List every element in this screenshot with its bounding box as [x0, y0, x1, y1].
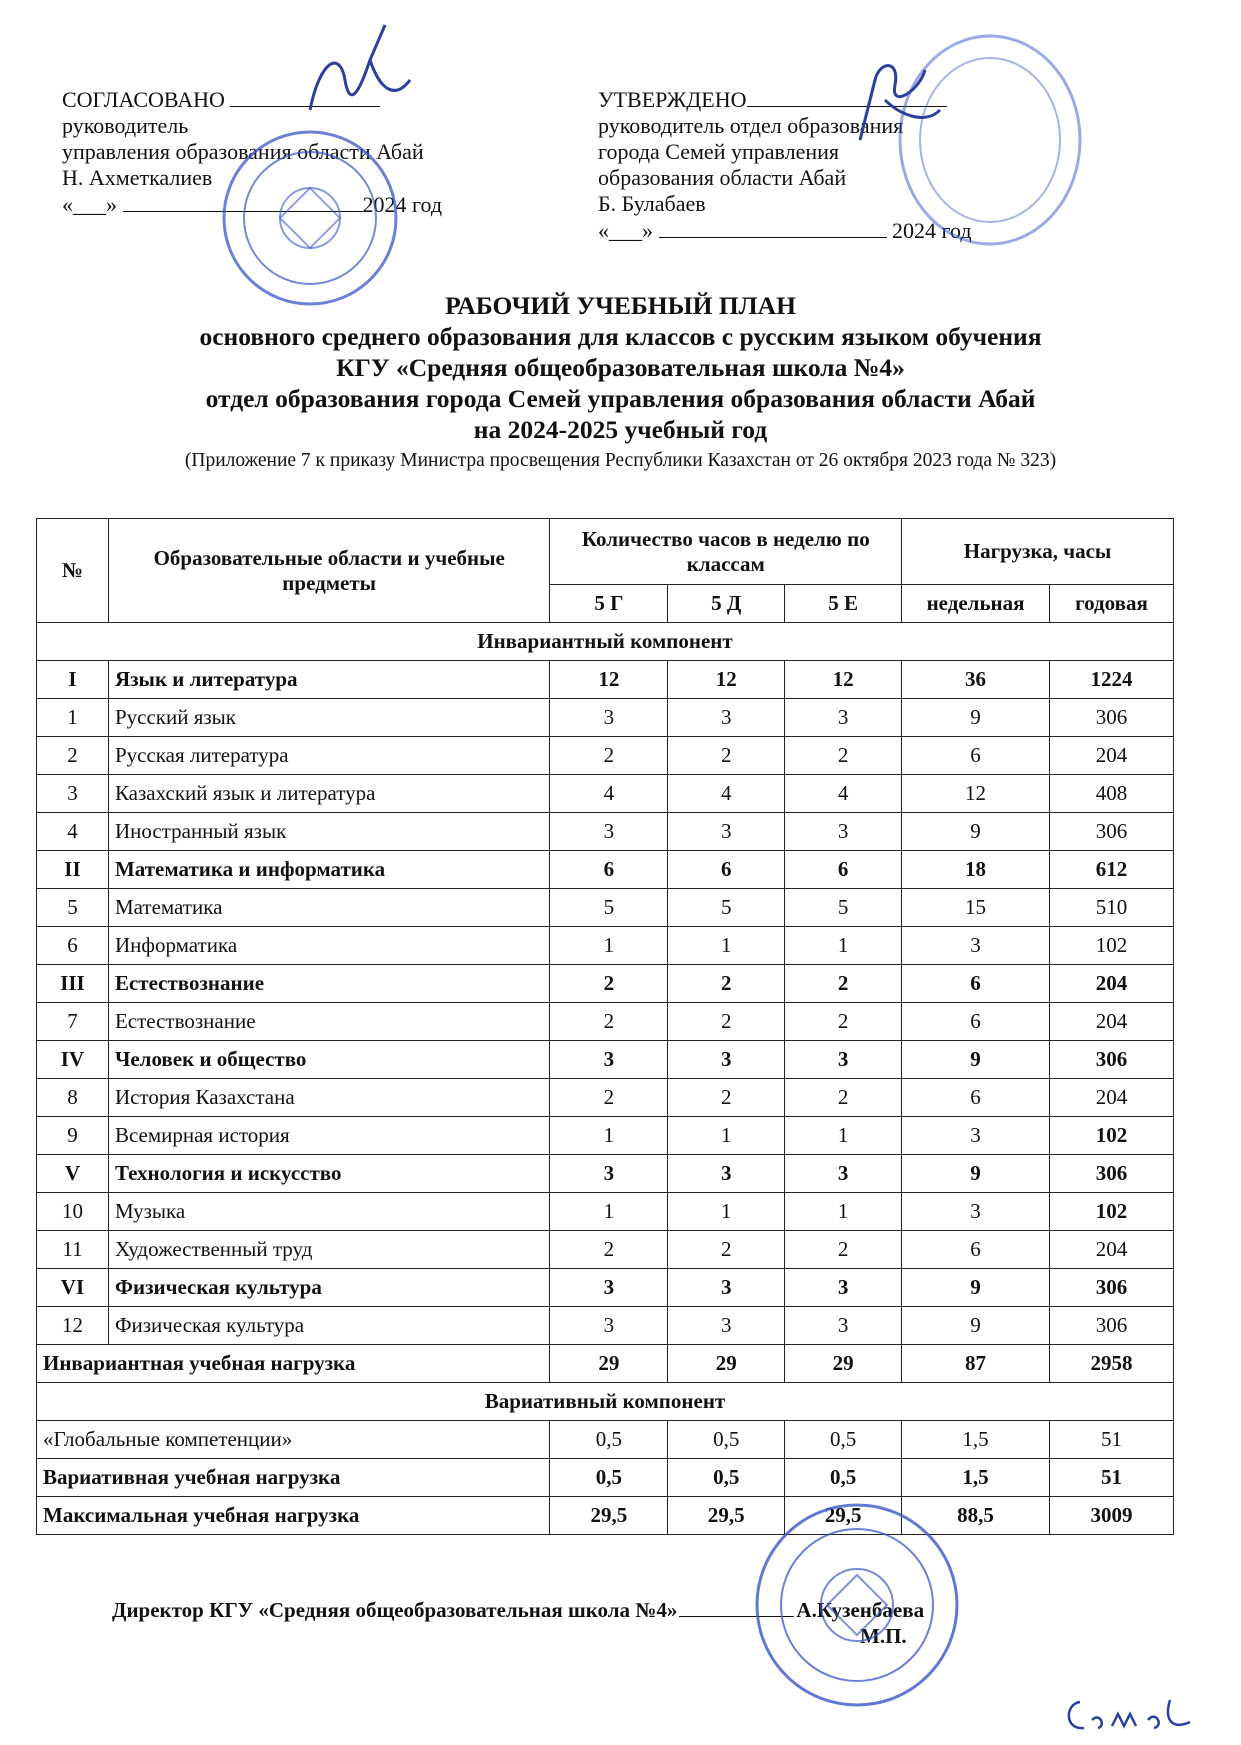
row-number: 11	[37, 1231, 109, 1269]
row-hours-5e: 2	[785, 1003, 902, 1041]
variative-row-label: «Глобальные компетенции»	[37, 1421, 550, 1459]
row-number: VI	[37, 1269, 109, 1307]
director-line	[112, 1598, 924, 1623]
row-subject: Музыка	[108, 1193, 550, 1231]
row-hours-5e: 5	[785, 889, 902, 927]
school-name: КГУ «Средняя общеобразовательная школа №4»	[336, 353, 905, 382]
row-number: 12	[37, 1307, 109, 1345]
table-row	[37, 1193, 1174, 1231]
row-subject: Физическая культура	[108, 1307, 550, 1345]
row-yearly: 102	[1050, 1193, 1174, 1231]
table-row	[37, 1041, 1174, 1079]
variative-row-y: 51	[1050, 1421, 1174, 1459]
variative-total-row-b: 0,5	[668, 1459, 785, 1497]
row-hours-5d: 2	[668, 1003, 785, 1041]
row-hours-5g: 2	[550, 737, 668, 775]
variative-row-c: 0,5	[785, 1421, 902, 1459]
row-subject: Казахский язык и литература	[108, 775, 550, 813]
document-title: РАБОЧИЙ УЧЕБНЫЙ ПЛАН	[445, 291, 796, 320]
row-subject: Математика	[108, 889, 550, 927]
row-number: III	[37, 965, 109, 1003]
row-hours-5d: 3	[668, 1269, 785, 1307]
director-label: Директор КГУ «Средняя общеобразовательная школа №4»	[112, 1598, 678, 1622]
row-subject: Русский язык	[108, 699, 550, 737]
table-row	[37, 927, 1174, 965]
row-hours-5d: 4	[668, 775, 785, 813]
row-subject: Физическая культура	[108, 1269, 550, 1307]
row-subject: Естествознание	[108, 1003, 550, 1041]
max-total-row-y: 3009	[1050, 1497, 1174, 1535]
row-weekly: 9	[902, 699, 1050, 737]
row-hours-5e: 2	[785, 1079, 902, 1117]
row-hours-5g: 3	[550, 1155, 668, 1193]
row-number: V	[37, 1155, 109, 1193]
variative-section-title: Вариативный компонент	[37, 1383, 1174, 1421]
approval-right-date-open: «___»	[598, 218, 653, 243]
row-hours-5g: 2	[550, 965, 668, 1003]
row-number: 10	[37, 1193, 109, 1231]
row-weekly: 9	[902, 1307, 1050, 1345]
row-hours-5e: 3	[785, 1269, 902, 1307]
table-row	[37, 1307, 1174, 1345]
row-yearly: 102	[1050, 927, 1174, 965]
row-subject: Технология и искусство	[108, 1155, 550, 1193]
row-weekly: 6	[902, 1003, 1050, 1041]
row-subject: Информатика	[108, 927, 550, 965]
row-hours-5e: 3	[785, 1155, 902, 1193]
row-weekly: 6	[902, 1231, 1050, 1269]
variative-total-row-c: 0,5	[785, 1459, 902, 1497]
row-hours-5g: 4	[550, 775, 668, 813]
date-line	[123, 191, 363, 212]
approval-right-date-suffix: 2024 год	[892, 218, 972, 243]
row-hours-5e: 3	[785, 1307, 902, 1345]
row-weekly: 12	[902, 775, 1050, 813]
row-hours-5e: 2	[785, 1231, 902, 1269]
approval-left	[62, 86, 442, 218]
approval-right-name: Б. Булабаев	[598, 191, 706, 216]
row-hours-5d: 3	[668, 813, 785, 851]
approval-left-date-open: «___»	[62, 192, 117, 217]
table-row	[37, 1117, 1174, 1155]
header-class-5e: 5 Е	[785, 585, 902, 623]
header-class-5d: 5 Д	[668, 585, 785, 623]
row-yearly: 306	[1050, 1155, 1174, 1193]
variative-row-b: 0,5	[668, 1421, 785, 1459]
invariant-total-row-c: 29	[785, 1345, 902, 1383]
row-hours-5g: 1	[550, 1117, 668, 1155]
row-hours-5e: 1	[785, 927, 902, 965]
variative-row	[37, 1421, 1174, 1459]
approval-left-date-suffix: 2024 год	[362, 192, 443, 217]
max-total-row-label: Максимальная учебная нагрузка	[37, 1497, 550, 1535]
row-yearly: 408	[1050, 775, 1174, 813]
curriculum-table	[36, 518, 1174, 1535]
row-subject: Русская литература	[108, 737, 550, 775]
approval-right-position: руководитель отдел образования	[598, 113, 904, 138]
row-hours-5d: 1	[668, 927, 785, 965]
row-hours-5g: 6	[550, 851, 668, 889]
invariant-total-row-w: 87	[902, 1345, 1050, 1383]
variative-total-row-w: 1,5	[902, 1459, 1050, 1497]
row-hours-5d: 3	[668, 1041, 785, 1079]
row-number: 6	[37, 927, 109, 965]
row-hours-5g: 5	[550, 889, 668, 927]
row-number: II	[37, 851, 109, 889]
max-total-row	[37, 1497, 1174, 1535]
variative-total-row-y: 51	[1050, 1459, 1174, 1497]
variative-total-row	[37, 1459, 1174, 1497]
approval-left-name: Н. Ахметкалиев	[62, 165, 213, 190]
row-hours-5g: 3	[550, 1041, 668, 1079]
row-number: 5	[37, 889, 109, 927]
row-hours-5g: 1	[550, 927, 668, 965]
row-weekly: 18	[902, 851, 1050, 889]
row-yearly: 612	[1050, 851, 1174, 889]
approval-right	[598, 86, 972, 244]
table-row	[37, 1079, 1174, 1117]
row-yearly: 306	[1050, 699, 1174, 737]
row-hours-5g: 3	[550, 699, 668, 737]
row-number: 7	[37, 1003, 109, 1041]
row-hours-5g: 1	[550, 1193, 668, 1231]
invariant-total-row-label: Инвариантная учебная нагрузка	[37, 1345, 550, 1383]
row-weekly: 3	[902, 1193, 1050, 1231]
row-weekly: 6	[902, 1079, 1050, 1117]
row-yearly: 204	[1050, 737, 1174, 775]
row-hours-5e: 3	[785, 1041, 902, 1079]
invariant-total-row-b: 29	[668, 1345, 785, 1383]
row-number: 3	[37, 775, 109, 813]
table-row	[37, 1003, 1174, 1041]
row-subject: История Казахстана	[108, 1079, 550, 1117]
row-yearly: 204	[1050, 1079, 1174, 1117]
row-weekly: 9	[902, 813, 1050, 851]
header-class-5g: 5 Г	[550, 585, 668, 623]
approval-left-position: руководитель	[62, 113, 189, 138]
document-subtitle: основного среднего образования для классов с русским языком обучения	[199, 322, 1042, 351]
document-title-block	[0, 290, 1241, 475]
row-hours-5e: 1	[785, 1117, 902, 1155]
approval-right-region: образования области Абай	[598, 165, 847, 190]
row-yearly: 306	[1050, 1041, 1174, 1079]
row-subject: Человек и общество	[108, 1041, 550, 1079]
row-weekly: 9	[902, 1155, 1050, 1193]
header-load: Нагрузка, часы	[902, 519, 1174, 585]
director-signature-line	[679, 1598, 794, 1617]
row-yearly: 204	[1050, 965, 1174, 1003]
row-yearly: 306	[1050, 1269, 1174, 1307]
row-weekly: 6	[902, 965, 1050, 1003]
row-yearly: 510	[1050, 889, 1174, 927]
row-yearly: 306	[1050, 813, 1174, 851]
row-hours-5g: 3	[550, 813, 668, 851]
invariant-total-row-a: 29	[550, 1345, 668, 1383]
variative-total-row-a: 0,5	[550, 1459, 668, 1497]
header-subject: Образовательные области и учебные предметы	[108, 519, 550, 623]
row-hours-5g: 3	[550, 1269, 668, 1307]
row-hours-5d: 3	[668, 1155, 785, 1193]
row-weekly: 3	[902, 1117, 1050, 1155]
approval-left-department: управления образования области Абай	[62, 139, 424, 164]
row-weekly: 6	[902, 737, 1050, 775]
row-hours-5d: 1	[668, 1117, 785, 1155]
table-row	[37, 661, 1174, 699]
row-yearly: 306	[1050, 1307, 1174, 1345]
row-weekly: 36	[902, 661, 1050, 699]
row-number: IV	[37, 1041, 109, 1079]
row-hours-5d: 1	[668, 1193, 785, 1231]
row-hours-5e: 2	[785, 737, 902, 775]
invariant-section-title: Инвариантный компонент	[37, 623, 1174, 661]
row-hours-5d: 5	[668, 889, 785, 927]
row-subject: Художественный труд	[108, 1231, 550, 1269]
row-yearly: 204	[1050, 1231, 1174, 1269]
row-number: I	[37, 661, 109, 699]
variative-total-row-label: Вариативная учебная нагрузка	[37, 1459, 550, 1497]
header-yearly: годовая	[1050, 585, 1174, 623]
row-hours-5g: 2	[550, 1231, 668, 1269]
academic-year: на 2024-2025 учебный год	[473, 415, 768, 444]
table-row	[37, 737, 1174, 775]
variative-row-w: 1,5	[902, 1421, 1050, 1459]
row-hours-5g: 12	[550, 661, 668, 699]
table-row	[37, 775, 1174, 813]
row-number: 4	[37, 813, 109, 851]
header-number: №	[37, 519, 109, 623]
row-subject: Всемирная история	[108, 1117, 550, 1155]
table-row	[37, 1155, 1174, 1193]
table-row	[37, 851, 1174, 889]
approval-right-label: УТВЕРЖДЕНО	[598, 87, 747, 112]
row-hours-5d: 3	[668, 1307, 785, 1345]
approval-left-label: СОГЛАСОВАНО	[62, 87, 225, 112]
invariant-total-row	[37, 1345, 1174, 1383]
department-name: отдел образования города Семей управления образования области Абай	[205, 384, 1036, 413]
row-hours-5e: 3	[785, 813, 902, 851]
row-yearly: 102	[1050, 1117, 1174, 1155]
row-number: 2	[37, 737, 109, 775]
row-subject: Иностранный язык	[108, 813, 550, 851]
row-hours-5e: 6	[785, 851, 902, 889]
row-hours-5e: 2	[785, 965, 902, 1003]
row-weekly: 9	[902, 1041, 1050, 1079]
row-number: 1	[37, 699, 109, 737]
row-weekly: 3	[902, 927, 1050, 965]
row-weekly: 9	[902, 1269, 1050, 1307]
row-hours-5e: 3	[785, 699, 902, 737]
table-row	[37, 889, 1174, 927]
signature-line	[747, 86, 947, 107]
variative-row-a: 0,5	[550, 1421, 668, 1459]
row-yearly: 1224	[1050, 661, 1174, 699]
header-hours: Количество часов в неделю по классам	[550, 519, 902, 585]
row-hours-5e: 1	[785, 1193, 902, 1231]
row-number: 8	[37, 1079, 109, 1117]
max-total-row-b: 29,5	[668, 1497, 785, 1535]
order-note: (Приложение 7 к приказу Министра просвещения Республики Казахстан от 26 октября 2023 года № 323)	[184, 450, 1057, 471]
signature-line	[230, 86, 380, 107]
table-row	[37, 699, 1174, 737]
row-hours-5d: 3	[668, 699, 785, 737]
row-hours-5g: 2	[550, 1003, 668, 1041]
table-row	[37, 813, 1174, 851]
max-total-row-a: 29,5	[550, 1497, 668, 1535]
row-hours-5d: 2	[668, 737, 785, 775]
row-subject: Язык и литература	[108, 661, 550, 699]
row-hours-5g: 3	[550, 1307, 668, 1345]
row-number: 9	[37, 1117, 109, 1155]
max-total-row-w: 88,5	[902, 1497, 1050, 1535]
row-hours-5d: 2	[668, 965, 785, 1003]
director-name: А.Кузенбаева	[796, 1598, 925, 1622]
signature-bottom	[1060, 1690, 1200, 1740]
table-row	[37, 965, 1174, 1003]
row-hours-5d: 6	[668, 851, 785, 889]
row-hours-5d: 2	[668, 1079, 785, 1117]
approval-right-department: города Семей управления	[598, 139, 840, 164]
date-line	[659, 217, 887, 238]
row-weekly: 15	[902, 889, 1050, 927]
row-subject: Естествознание	[108, 965, 550, 1003]
header-weekly: недельная	[902, 585, 1050, 623]
table-row	[37, 1231, 1174, 1269]
row-hours-5e: 4	[785, 775, 902, 813]
row-hours-5d: 2	[668, 1231, 785, 1269]
row-hours-5g: 2	[550, 1079, 668, 1117]
table-row	[37, 1269, 1174, 1307]
row-hours-5d: 12	[668, 661, 785, 699]
invariant-total-row-y: 2958	[1050, 1345, 1174, 1383]
row-yearly: 204	[1050, 1003, 1174, 1041]
seal-place: М.П.	[860, 1624, 907, 1648]
row-subject: Математика и информатика	[108, 851, 550, 889]
row-hours-5e: 12	[785, 661, 902, 699]
max-total-row-c: 29,5	[785, 1497, 902, 1535]
